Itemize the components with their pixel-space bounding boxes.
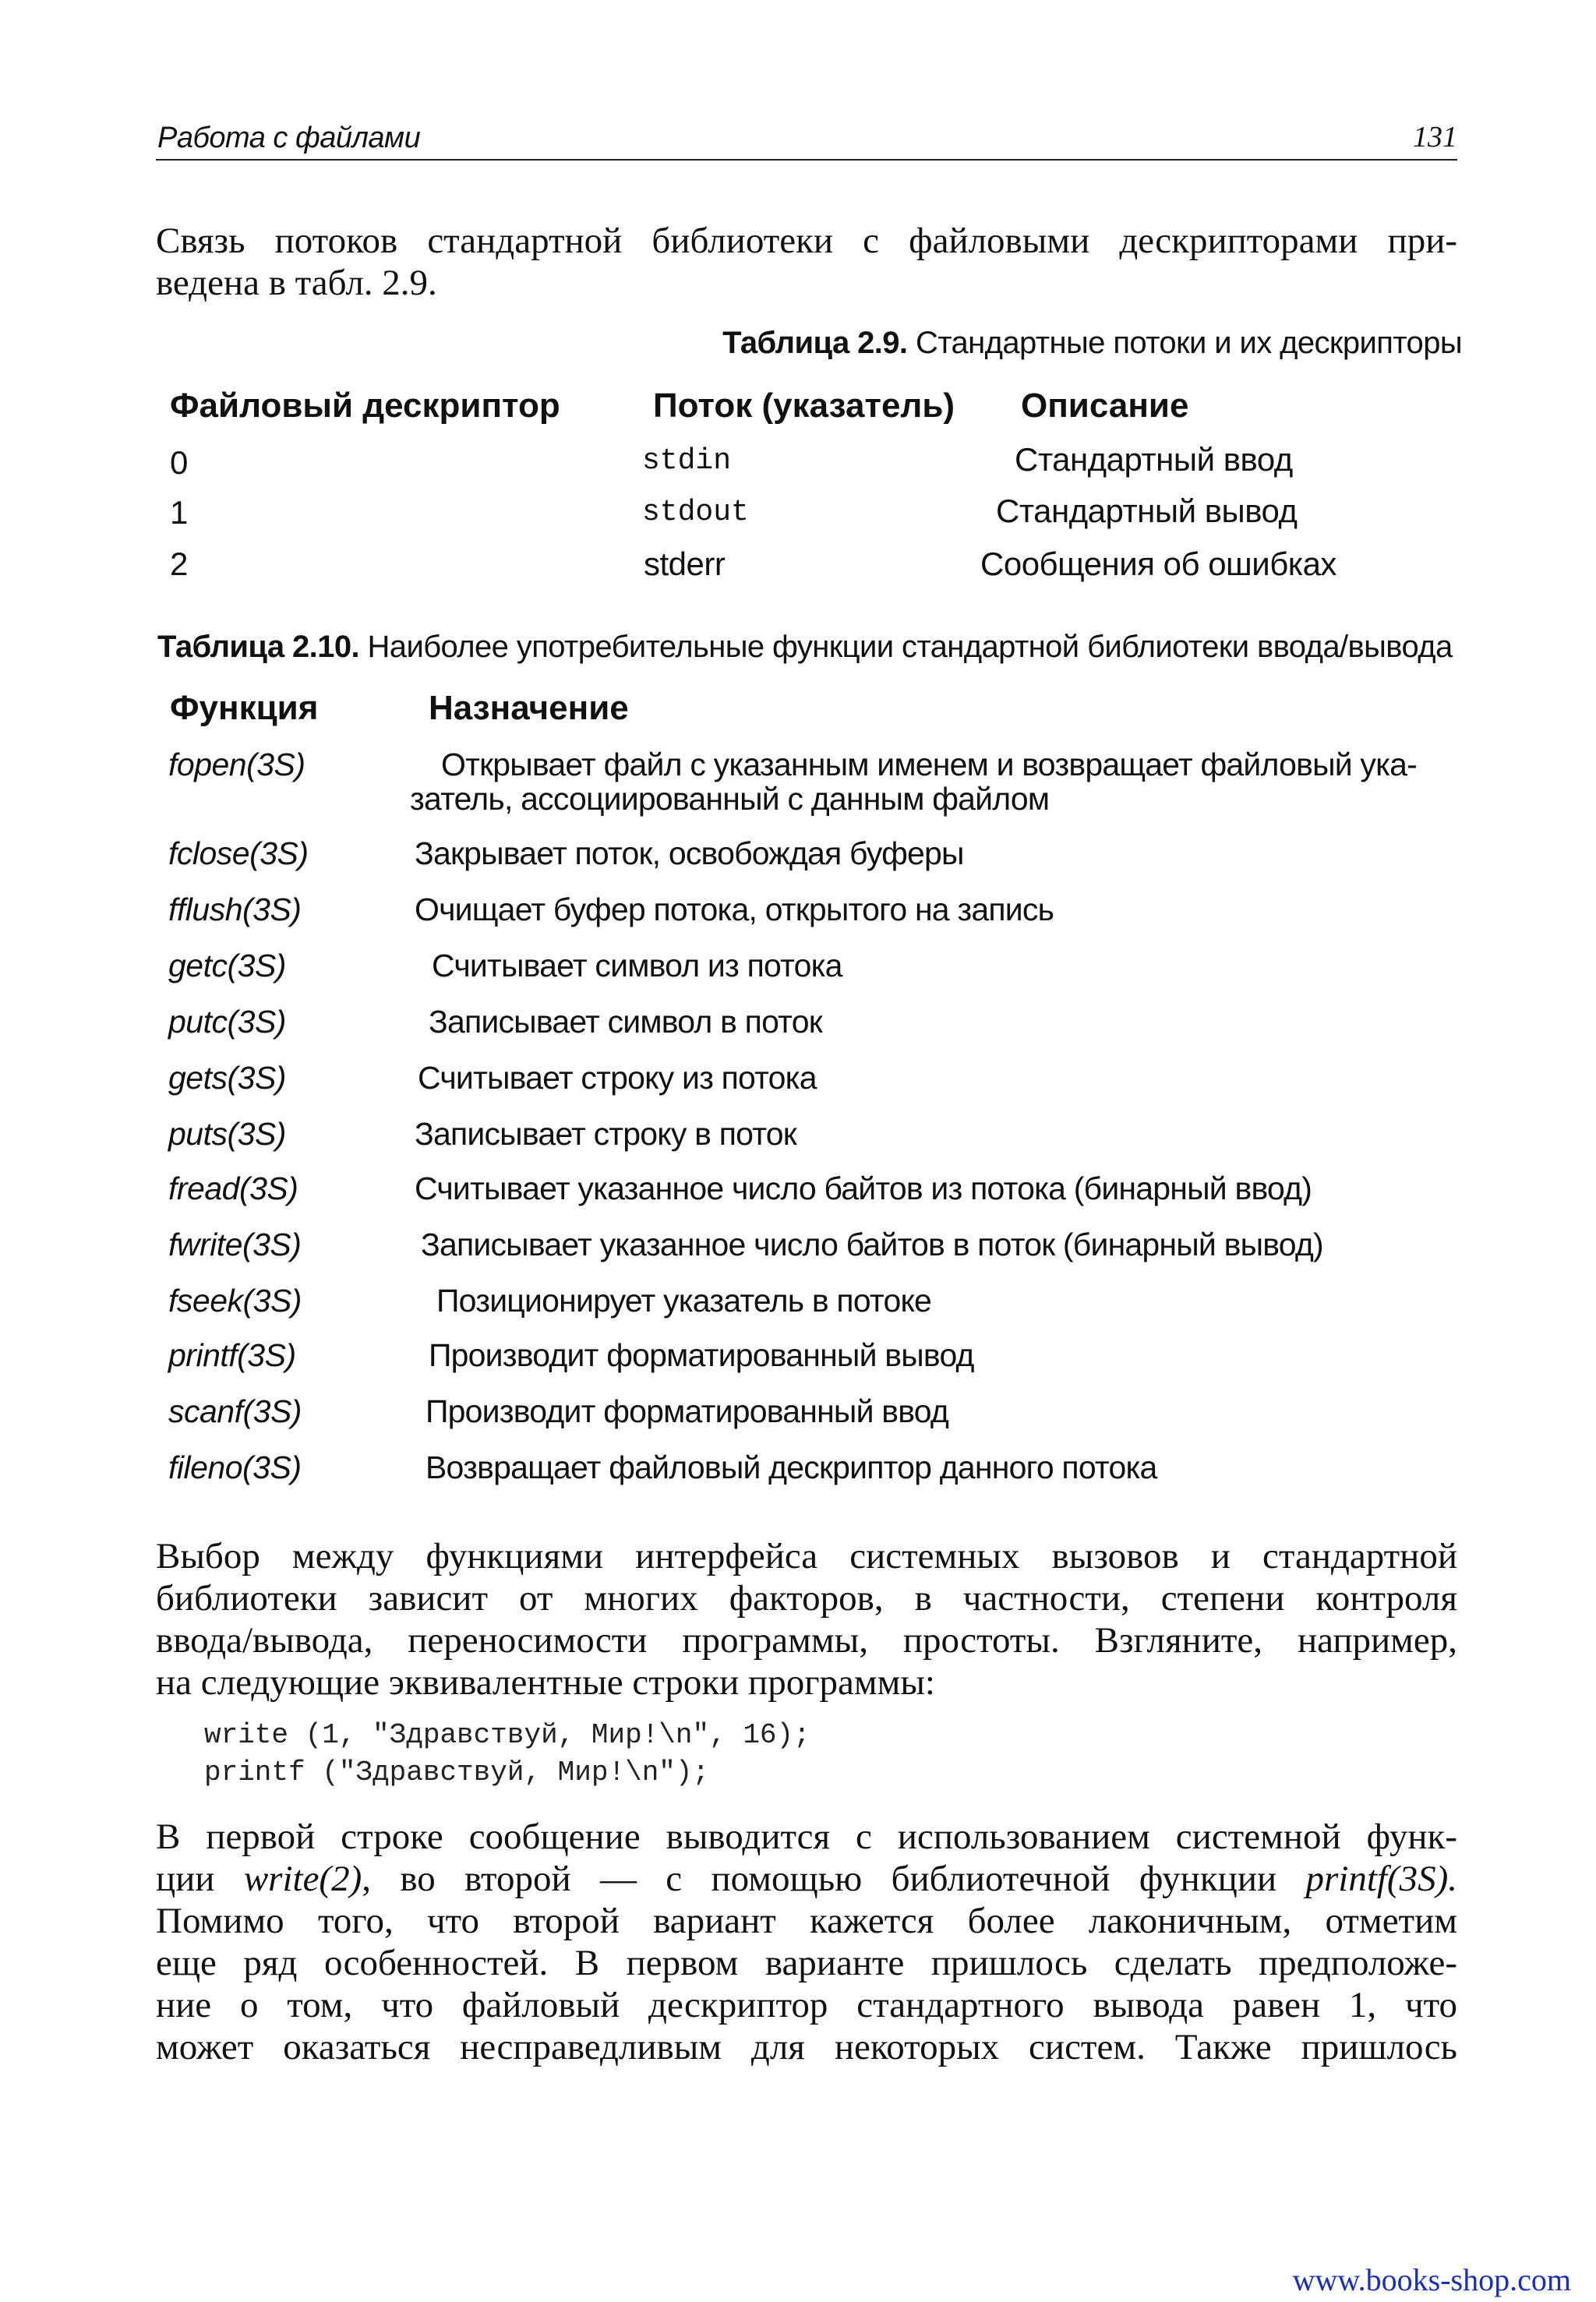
text-fragment: ции <box>156 1859 215 1899</box>
code-line: printf ("Здравствуй, Мир!\n"); <box>204 1757 710 1788</box>
table-2-10-func: scanf(3S) <box>168 1393 302 1429</box>
table-2-10-desc: Считывает строку из потока <box>418 1060 817 1096</box>
table-2-9-fd: 1 <box>170 494 188 531</box>
table-2-10-desc: Записывает указанное число байтов в поток (бинарный вывод) <box>421 1227 1323 1262</box>
table-2-10-func: fflush(3S) <box>168 891 302 927</box>
code-line: write (1, "Здравствуй, Мир!\n", 16); <box>204 1719 810 1751</box>
body-paragraph <box>156 1816 1457 2068</box>
text-line: на следующие эквивалентные строки программы: <box>156 1662 935 1703</box>
table-2-10-func: fclose(3S) <box>168 835 309 871</box>
table-2-10-desc: Производит форматированный вывод <box>429 1337 974 1373</box>
table-2-10-caption <box>157 630 1453 665</box>
table-2-10-desc: Считывает указанное число байтов из потока (бинарный ввод) <box>415 1170 1312 1206</box>
table-2-9-stream: stderr <box>644 545 726 582</box>
intro-paragraph <box>156 220 1457 304</box>
table-2-9-fd: 0 <box>170 444 188 481</box>
text-line: библиотеки зависит от многих факторов, в частности, степени контроля <box>156 1578 1457 1619</box>
body-paragraph <box>156 1535 1457 1704</box>
table-2-10-header-func: Функция <box>170 689 319 727</box>
table-2-9-fd: 2 <box>170 545 188 582</box>
table-2-9-header-fd: Файловый дескриптор <box>170 387 560 425</box>
footer-link[interactable]: www.books-shop.com <box>1292 2262 1571 2297</box>
text-line: еще ряд особенностей. В первом варианте пришлось сделать предположе- <box>156 1943 1457 1983</box>
chapter-title: Работа с файлами <box>157 122 421 154</box>
table-2-10-func: fwrite(3S) <box>168 1227 302 1262</box>
table-2-9-caption <box>722 326 1462 361</box>
table-2-9-header-stream: Поток (указатель) <box>653 387 955 425</box>
text-line: Помимо того, что второй вариант кажется более лаконичным, отметим <box>156 1901 1457 1941</box>
table-2-10-header-desc: Назначение <box>429 689 629 727</box>
table-2-10-desc: Производит форматированный ввод <box>425 1393 948 1429</box>
table-2-10-desc: Считывает символ из потока <box>432 948 842 983</box>
table-2-10-desc: Записывает символ в поток <box>429 1004 822 1040</box>
table-2-10-func: printf(3S) <box>168 1337 296 1373</box>
table-2-10-func: fseek(3S) <box>168 1283 302 1319</box>
text-line: ведена в табл. 2.9. <box>156 263 437 303</box>
table-2-10-desc: Позиционирует указатель в потоке <box>436 1283 932 1319</box>
table-2-9-stream: stdin <box>642 444 732 478</box>
running-header <box>156 118 1457 161</box>
table-2-10-func: fileno(3S) <box>168 1449 302 1485</box>
text-line: ние о том, что файловый дескриптор стандартного вывода равен 1, что <box>156 1985 1457 2025</box>
text-line: может оказаться несправедливым для некоторых систем. Также пришлось <box>156 2027 1457 2067</box>
text-line <box>156 1858 1457 1900</box>
table-2-10-desc: Открывает файл с указанным именем и возвращает файловый ука- <box>441 747 1418 782</box>
table-2-10-func: getc(3S) <box>168 948 286 983</box>
text-line: В первой строке сообщение выводится с использованием системной функ- <box>156 1817 1457 1857</box>
table-2-10-desc: Записывает строку в поток <box>415 1116 796 1152</box>
table-2-9-desc: Стандартный ввод <box>1015 441 1293 478</box>
table-2-10-desc: Возвращает файловый дескриптор данного потока <box>425 1449 1157 1485</box>
table-2-10-desc: Закрывает поток, освобождая буферы <box>415 835 964 871</box>
table-2-9-header-desc: Описание <box>1021 387 1189 425</box>
table-2-10-func: putc(3S) <box>168 1004 286 1040</box>
function-ref: printf(3S). <box>1305 1859 1457 1899</box>
table-2-10-func: fread(3S) <box>168 1170 298 1206</box>
table-2-10-func: fopen(3S) <box>168 747 305 782</box>
table-2-9-desc: Сообщения об ошибках <box>980 545 1336 582</box>
text-line: Выбор между функциями интерфейса системных вызовов и стандартной <box>156 1536 1457 1576</box>
table-2-9-stream: stdout <box>642 496 749 529</box>
text-line: Связь потоков стандартной библиотеки с файловыми дескрипторами при- <box>156 221 1457 261</box>
caption-label: Таблица 2.10. <box>157 630 359 664</box>
table-2-10-func: puts(3S) <box>168 1116 286 1152</box>
table-2-9-desc: Стандартный вывод <box>996 493 1298 529</box>
caption-label: Таблица 2.9. <box>722 326 908 360</box>
table-2-10-desc-cont: затель, ассоциированный с данным файлом <box>410 781 1050 817</box>
text-fragment: , во второй — с помощью библиотечной функции <box>362 1859 1277 1899</box>
function-ref: write(2) <box>243 1859 362 1899</box>
page-number: 131 <box>1413 121 1457 154</box>
caption-text: Стандартные потоки и их дескрипторы <box>915 326 1462 360</box>
caption-text: Наиболее употребительные функции стандартной библиотеки ввода/вывода <box>367 630 1453 664</box>
table-2-10-desc: Очищает буфер потока, открытого на запись <box>415 891 1054 927</box>
text-line: ввода/вывода, переносимости программы, простоты. Взгляните, например, <box>156 1620 1457 1661</box>
table-2-10-func: gets(3S) <box>168 1060 286 1096</box>
